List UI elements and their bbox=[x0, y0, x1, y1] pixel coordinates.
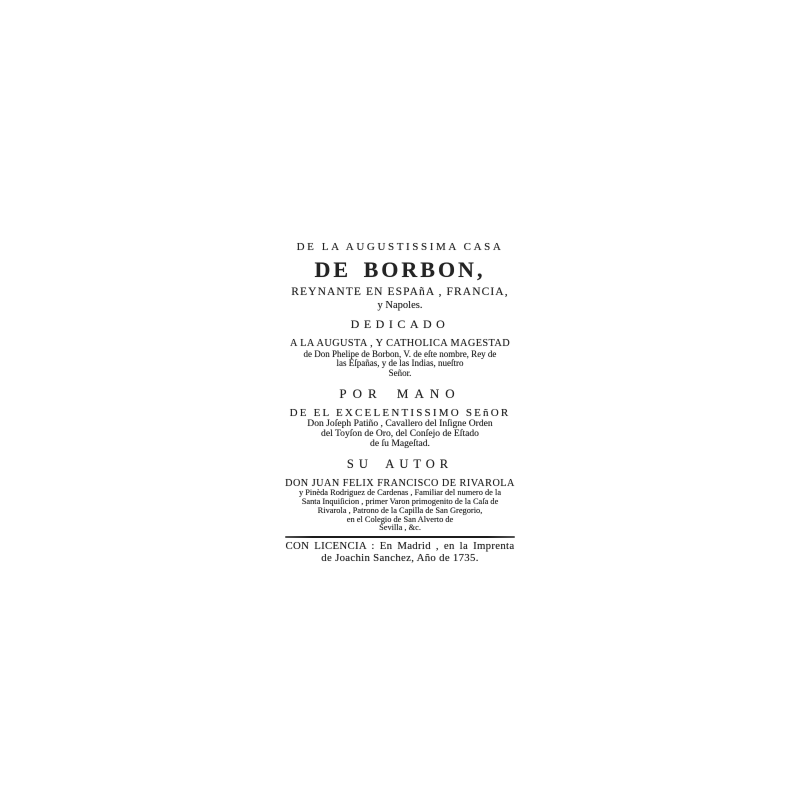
author-detail-2: Santa Inquiſicion , primer Varon primogenito de la Caſa de bbox=[301, 496, 499, 506]
patron-detail-3: de ſu Mageſtad. bbox=[370, 438, 430, 450]
dedication-label: DEDICADO bbox=[350, 317, 450, 331]
main-title: DE BORBON, bbox=[314, 257, 486, 282]
series-title: DE LA AUGUSTISSIMA CASA bbox=[296, 241, 504, 253]
subtitle-kingdoms: REYNANTE EN ESPAñA , FRANCIA, bbox=[291, 286, 509, 298]
por-mano-label: POR MANO bbox=[339, 385, 461, 401]
imprint-line-2: de Joachin Sanchez, Año de 1735. bbox=[321, 552, 479, 565]
imprint-divider-rule bbox=[285, 536, 515, 538]
author-detail-4: en el Colegio de San Alverto de bbox=[346, 514, 454, 524]
author-label: SU AUTOR bbox=[346, 456, 454, 471]
dedication-detail-2: las Eſpañas, y de las Indias, nueſtro bbox=[336, 358, 464, 369]
patron-heading: DE EL EXCELENTISSIMO SEñOR bbox=[289, 406, 511, 419]
dedication-detail-1: de Don Phelipe de Borbon, V. de eſte nombre, Rey de bbox=[303, 349, 497, 359]
author-detail-3: Rivarola , Patrono de la Capilla de San Gregorio, bbox=[317, 505, 483, 515]
title-page-scan bbox=[285, 241, 515, 564]
patron-detail-1: Don Joſeph Patiño , Cavallero del Inſigne Orden bbox=[307, 417, 493, 429]
dedication-detail-3: Señor. bbox=[388, 367, 412, 378]
author-name: DON JUAN FELIX FRANCISCO DE RIVAROLA bbox=[285, 477, 515, 489]
imprint-line-1: CON LICENCIA : En Madrid , en la Imprenta bbox=[285, 540, 515, 553]
author-detail-5: Sevilla , &c. bbox=[379, 523, 421, 533]
patron-detail-2: del Toyſon de Oro, del Conſejo de Eſtado bbox=[321, 428, 479, 440]
dedication-addressee: A LA AUGUSTA , Y CATHOLICA MAGESTAD bbox=[289, 338, 511, 349]
author-detail-1: y Pinèda Rodriguez de Cardenas , Familiar del numero de la bbox=[298, 487, 502, 497]
subtitle-naples: y Napoles. bbox=[377, 300, 423, 311]
